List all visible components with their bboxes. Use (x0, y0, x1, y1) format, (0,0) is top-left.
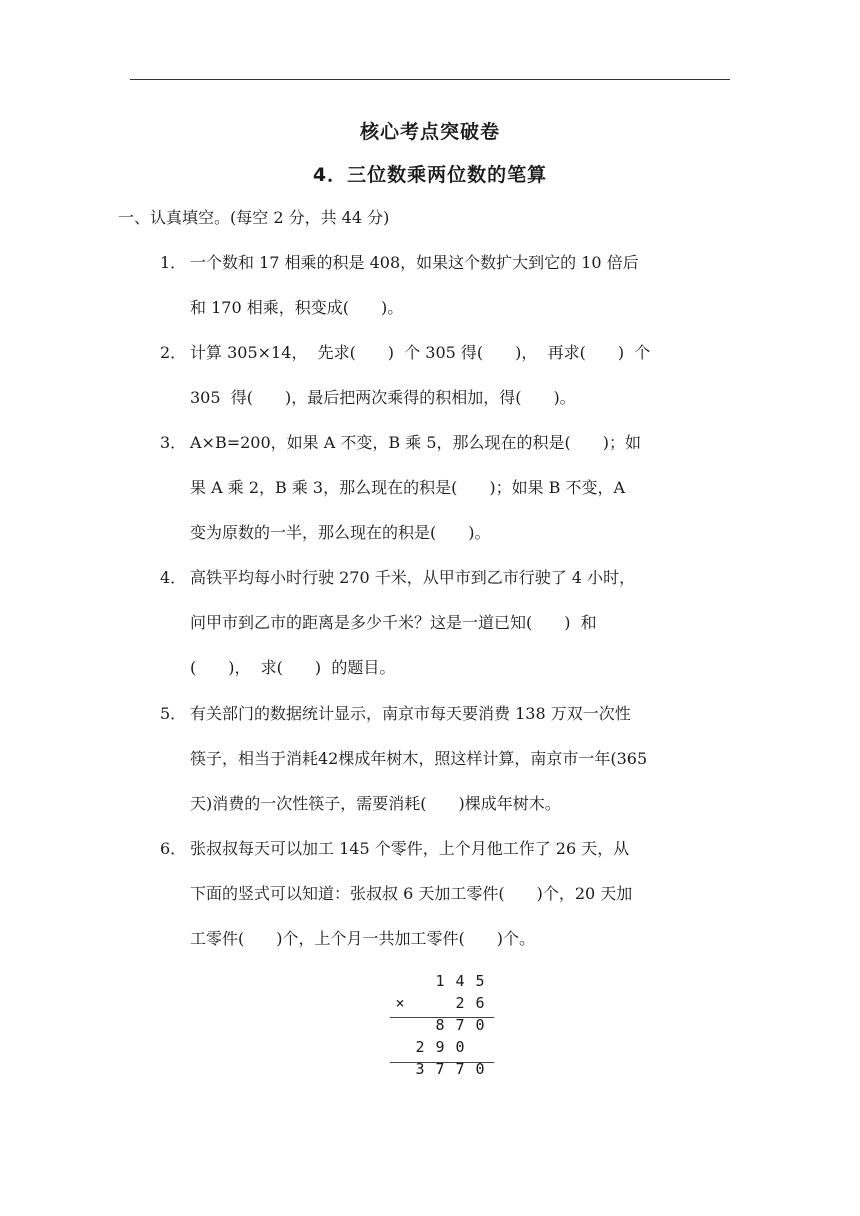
calc-digit: 0 (475, 1060, 485, 1078)
calc-digit: 3 (415, 1060, 425, 1078)
question-number: 3． (160, 433, 187, 452)
calc-times-sign: × (395, 994, 405, 1012)
question-3-line-3: 变为原数的一半，那么现在的积是( )。 (190, 523, 491, 542)
question-4-line-3: ( )， 求( ) 的题目。 (190, 658, 396, 677)
calc-digit: 7 (455, 1016, 465, 1034)
calc-digit: 8 (435, 1016, 445, 1034)
calc-digit: 5 (475, 972, 485, 990)
calc-digit: 4 (455, 972, 465, 990)
calc-digit: 9 (435, 1038, 445, 1056)
question-5-line-3: 天)消费的一次性筷子，需要消耗( )棵成年树木。 (190, 794, 561, 813)
question-5-line-2: 筷子，相当于消耗42棵成年树木，照这样计算，南京市一年(365 (190, 749, 648, 768)
question-text: 有关部门的数据统计显示，南京市每天要消费 138 万双一次性 (190, 704, 631, 723)
question-number: 2． (160, 343, 187, 362)
calc-row-partial-2 (390, 1038, 494, 1060)
question-text: 张叔叔每天可以加工 145 个零件，上个月他工作了 26 天，从 (190, 839, 630, 858)
question-text: A×B=200，如果 A 不变，B 乘 5，那么现在的积是( )；如 (190, 433, 641, 452)
calc-digit: 2 (455, 994, 465, 1012)
question-4-line-2: 问甲市到乙市的距离是多少千米？这是一道已知( ) 和 (190, 613, 597, 632)
calc-digit: 0 (455, 1038, 465, 1056)
calc-digit: 1 (435, 972, 445, 990)
vertical-multiplication (390, 972, 494, 1082)
calc-row-product (390, 1060, 494, 1082)
calc-digit: 2 (415, 1038, 425, 1056)
section-heading: 一、认真填空。(每空 2 分，共 44 分) (118, 208, 390, 227)
question-2-line-2: 305 得( )，最后把两次乘得的积相加，得( )。 (190, 388, 576, 407)
question-6-line-2: 下面的竖式可以知道：张叔叔 6 天加工零件( )个，20 天加 (190, 884, 633, 903)
page-subtitle: 4．三位数乘两位数的笔算 (312, 164, 548, 186)
calc-digit: 7 (455, 1060, 465, 1078)
calc-row-multiplier (390, 994, 494, 1016)
question-text: 高铁平均每小时行驶 270 千米，从甲市到乙市行驶了 4 小时， (190, 568, 636, 587)
question-5-line-1 (160, 702, 631, 726)
question-2-line-1 (160, 341, 650, 365)
calc-digit: 7 (435, 1060, 445, 1078)
page-title: 核心考点突破卷 (359, 121, 500, 143)
question-number: 6． (160, 839, 187, 858)
question-3-line-2: 果 A 乘 2，B 乘 3，那么现在的积是( )；如果 B 不变，A (190, 478, 626, 497)
question-4-line-1 (160, 566, 635, 590)
question-number: 4． (160, 568, 187, 587)
question-number: 1． (160, 253, 187, 272)
calc-row-partial-1 (390, 1016, 494, 1038)
question-6-line-1 (160, 837, 629, 861)
question-1-line-1 (160, 251, 639, 275)
question-6-line-3: 工零件( )个，上个月一共加工零件( )个。 (190, 929, 535, 948)
question-1-line-2: 和 170 相乘，积变成( )。 (190, 298, 404, 317)
top-rule (130, 79, 730, 80)
question-text: 计算 305×14， 先求( ) 个 305 得( )， 再求( ) 个 (190, 343, 651, 362)
question-text: 一个数和 17 相乘的积是 408，如果这个数扩大到它的 10 倍后 (190, 253, 639, 272)
calc-digit: 0 (475, 1016, 485, 1034)
question-number: 5． (160, 704, 187, 723)
question-3-line-1 (160, 431, 641, 455)
calc-row-multiplicand (390, 972, 494, 994)
calc-digit: 6 (475, 994, 485, 1012)
